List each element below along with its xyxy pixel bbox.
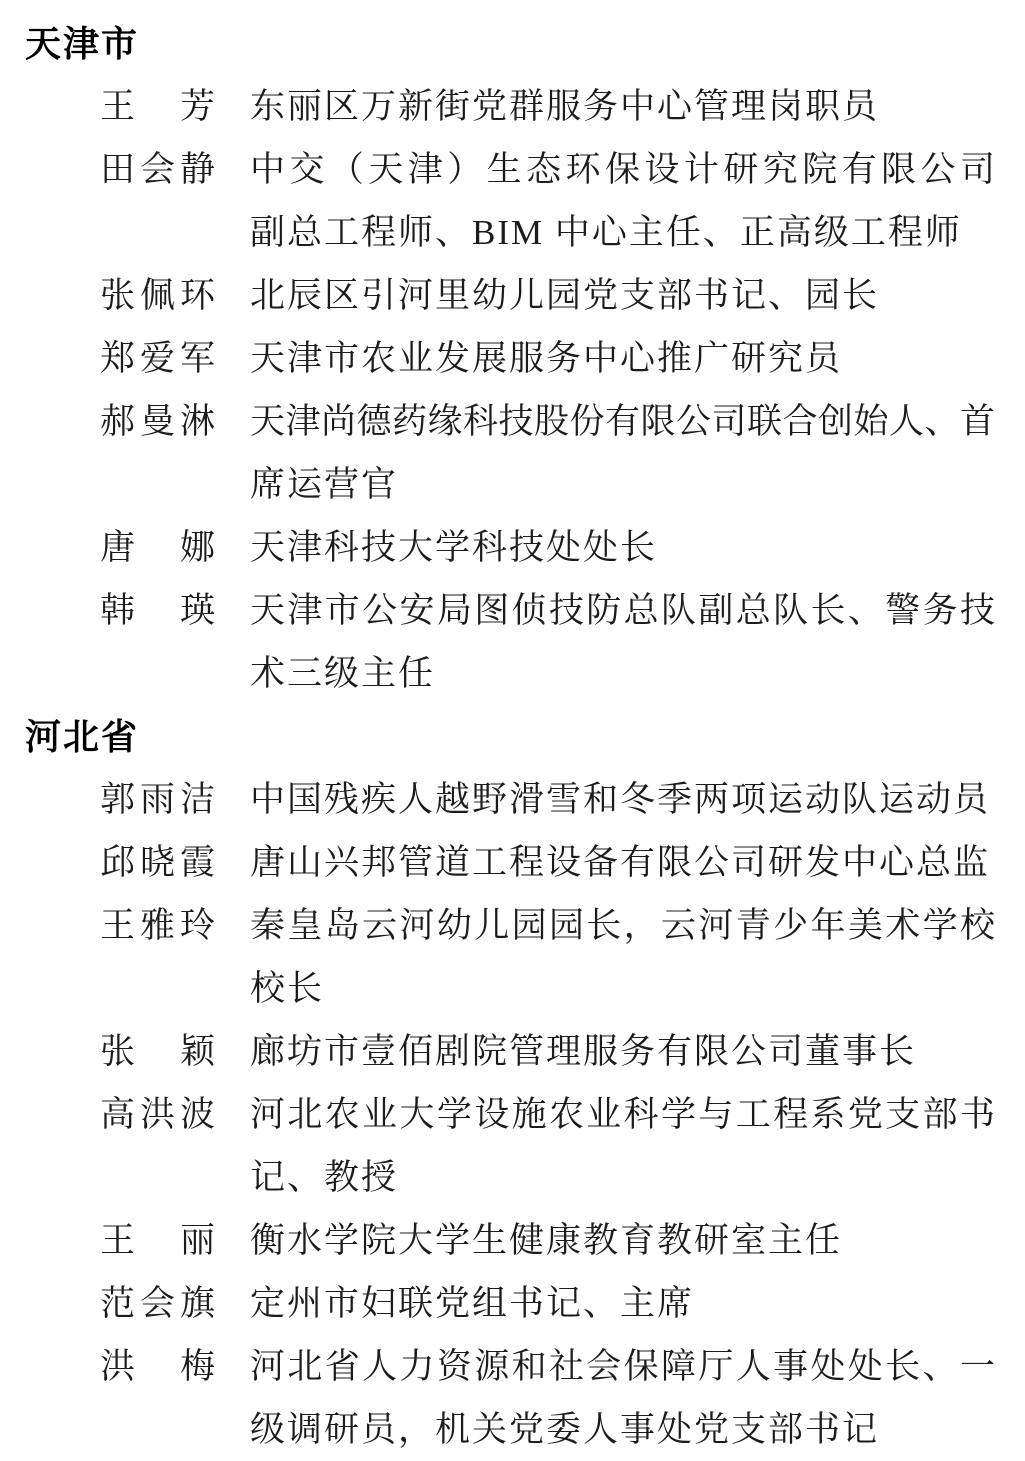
person-title [250, 1272, 995, 1335]
title-line: 级调研员，机关党委人事处党支部书记 [250, 1410, 880, 1449]
name-char: 会 [139, 1284, 175, 1323]
title-line: 北辰区引河里幼儿园党支部书记、园长 [250, 276, 880, 315]
title-line: 衡水学院大学生健康教育教研室主任 [250, 1221, 843, 1260]
honoree-row [25, 75, 995, 138]
name-char: 韩 [100, 591, 136, 630]
name-char: 田 [100, 150, 136, 189]
name-char: 瑛 [179, 591, 215, 630]
name-char: 军 [179, 339, 215, 378]
name-char: 雨 [139, 780, 175, 819]
person-name [100, 138, 215, 201]
title-line: 定州市妇联党组书记、主席 [250, 1284, 695, 1323]
name-char: 郭 [100, 780, 136, 819]
person-title [250, 831, 995, 894]
name-char: 高 [100, 1095, 136, 1134]
honoree-row [25, 1083, 995, 1209]
title-line: 中交（天津）生态环保设计研究院有限公司 [250, 150, 995, 189]
honoree-row [25, 516, 995, 579]
person-name [100, 1020, 215, 1083]
name-char: 静 [179, 150, 215, 189]
title-line: 校长 [250, 969, 325, 1008]
title-line: 唐山兴邦管道工程设备有限公司研发中心总监 [250, 843, 991, 882]
name-char: 波 [179, 1095, 215, 1134]
name-char: 颖 [179, 1032, 215, 1071]
title-line: 记、教授 [250, 1158, 399, 1197]
title-line: 术三级主任 [250, 654, 436, 693]
section-header-hebei: 河北省 [25, 716, 140, 757]
honoree-row [25, 579, 995, 705]
title-line: 副总工程师、BIM 中心主任、正高级工程师 [250, 213, 962, 252]
title-line: 河北农业大学设施农业科学与工程系党支部书 [250, 1095, 995, 1134]
person-name [100, 831, 215, 894]
person-title [250, 579, 995, 705]
person-name [100, 1272, 215, 1335]
title-line: 天津市农业发展服务中心推广研究员 [250, 339, 843, 378]
name-char: 梅 [179, 1347, 215, 1386]
person-name [100, 1209, 215, 1272]
title-line: 席运营官 [250, 465, 399, 504]
name-char: 会 [139, 150, 175, 189]
name-char: 玲 [179, 906, 215, 945]
honoree-row [25, 138, 995, 264]
person-name [100, 579, 215, 642]
title-line: 廊坊市壹佰剧院管理服务有限公司董事长 [250, 1032, 917, 1071]
honoree-row [25, 327, 995, 390]
name-char: 张 [100, 276, 136, 315]
section-header-tianjin: 天津市 [25, 23, 140, 64]
name-char: 郝 [100, 402, 136, 441]
name-char: 芳 [179, 87, 215, 126]
name-char: 曼 [139, 402, 175, 441]
name-char: 淋 [179, 402, 215, 441]
name-char: 丽 [179, 1221, 215, 1260]
name-char: 郑 [100, 339, 136, 378]
person-name [100, 768, 215, 831]
person-name [100, 1083, 215, 1146]
title-line: 秦皇岛云河幼儿园园长，云河青少年美术学校 [250, 906, 995, 945]
name-char: 王 [100, 87, 136, 126]
name-char: 雅 [139, 906, 175, 945]
name-char: 娜 [179, 528, 215, 567]
name-char: 环 [179, 276, 215, 315]
honoree-row [25, 1020, 995, 1083]
person-title [250, 1335, 995, 1461]
person-name [100, 390, 215, 453]
person-title [250, 75, 995, 138]
person-title [250, 516, 995, 579]
honoree-row [25, 768, 995, 831]
person-title [250, 1209, 995, 1272]
name-char: 洁 [179, 780, 215, 819]
name-char: 王 [100, 1221, 136, 1260]
person-title [250, 264, 995, 327]
name-char: 爱 [139, 339, 175, 378]
person-title [250, 768, 995, 831]
person-title [250, 390, 995, 516]
name-char: 邱 [100, 843, 136, 882]
name-char: 洪 [139, 1095, 175, 1134]
name-char: 洪 [100, 1347, 136, 1386]
title-line: 天津科技大学科技处处长 [250, 528, 658, 567]
person-name [100, 1335, 215, 1398]
person-name [100, 327, 215, 390]
person-name [100, 75, 215, 138]
person-title [250, 327, 995, 390]
honoree-row [25, 264, 995, 327]
name-char: 王 [100, 906, 136, 945]
person-name [100, 894, 215, 957]
name-char: 唐 [100, 528, 136, 567]
name-char: 晓 [139, 843, 175, 882]
title-line: 天津市公安局图侦技防总队副总队长、警务技 [250, 591, 995, 630]
title-line: 天津尚德药缘科技股份有限公司联合创始人、首 [250, 402, 995, 441]
honoree-row [25, 390, 995, 516]
person-title [250, 1083, 995, 1209]
honoree-row [25, 894, 995, 1020]
honoree-row [25, 1272, 995, 1335]
name-char: 旗 [179, 1284, 215, 1323]
person-title [250, 894, 995, 1020]
title-line: 东丽区万新街党群服务中心管理岗职员 [250, 87, 880, 126]
honoree-row [25, 1335, 995, 1461]
name-char: 范 [100, 1284, 136, 1323]
person-title [250, 138, 995, 264]
person-name [100, 516, 215, 579]
title-line: 中国残疾人越野滑雪和冬季两项运动队运动员 [250, 780, 991, 819]
name-char: 佩 [139, 276, 175, 315]
honoree-row [25, 831, 995, 894]
title-line: 河北省人力资源和社会保障厅人事处处长、一 [250, 1347, 995, 1386]
person-title [250, 1020, 995, 1083]
name-char: 霞 [179, 843, 215, 882]
person-name [100, 264, 215, 327]
name-char: 张 [100, 1032, 136, 1071]
honoree-row [25, 1209, 995, 1272]
